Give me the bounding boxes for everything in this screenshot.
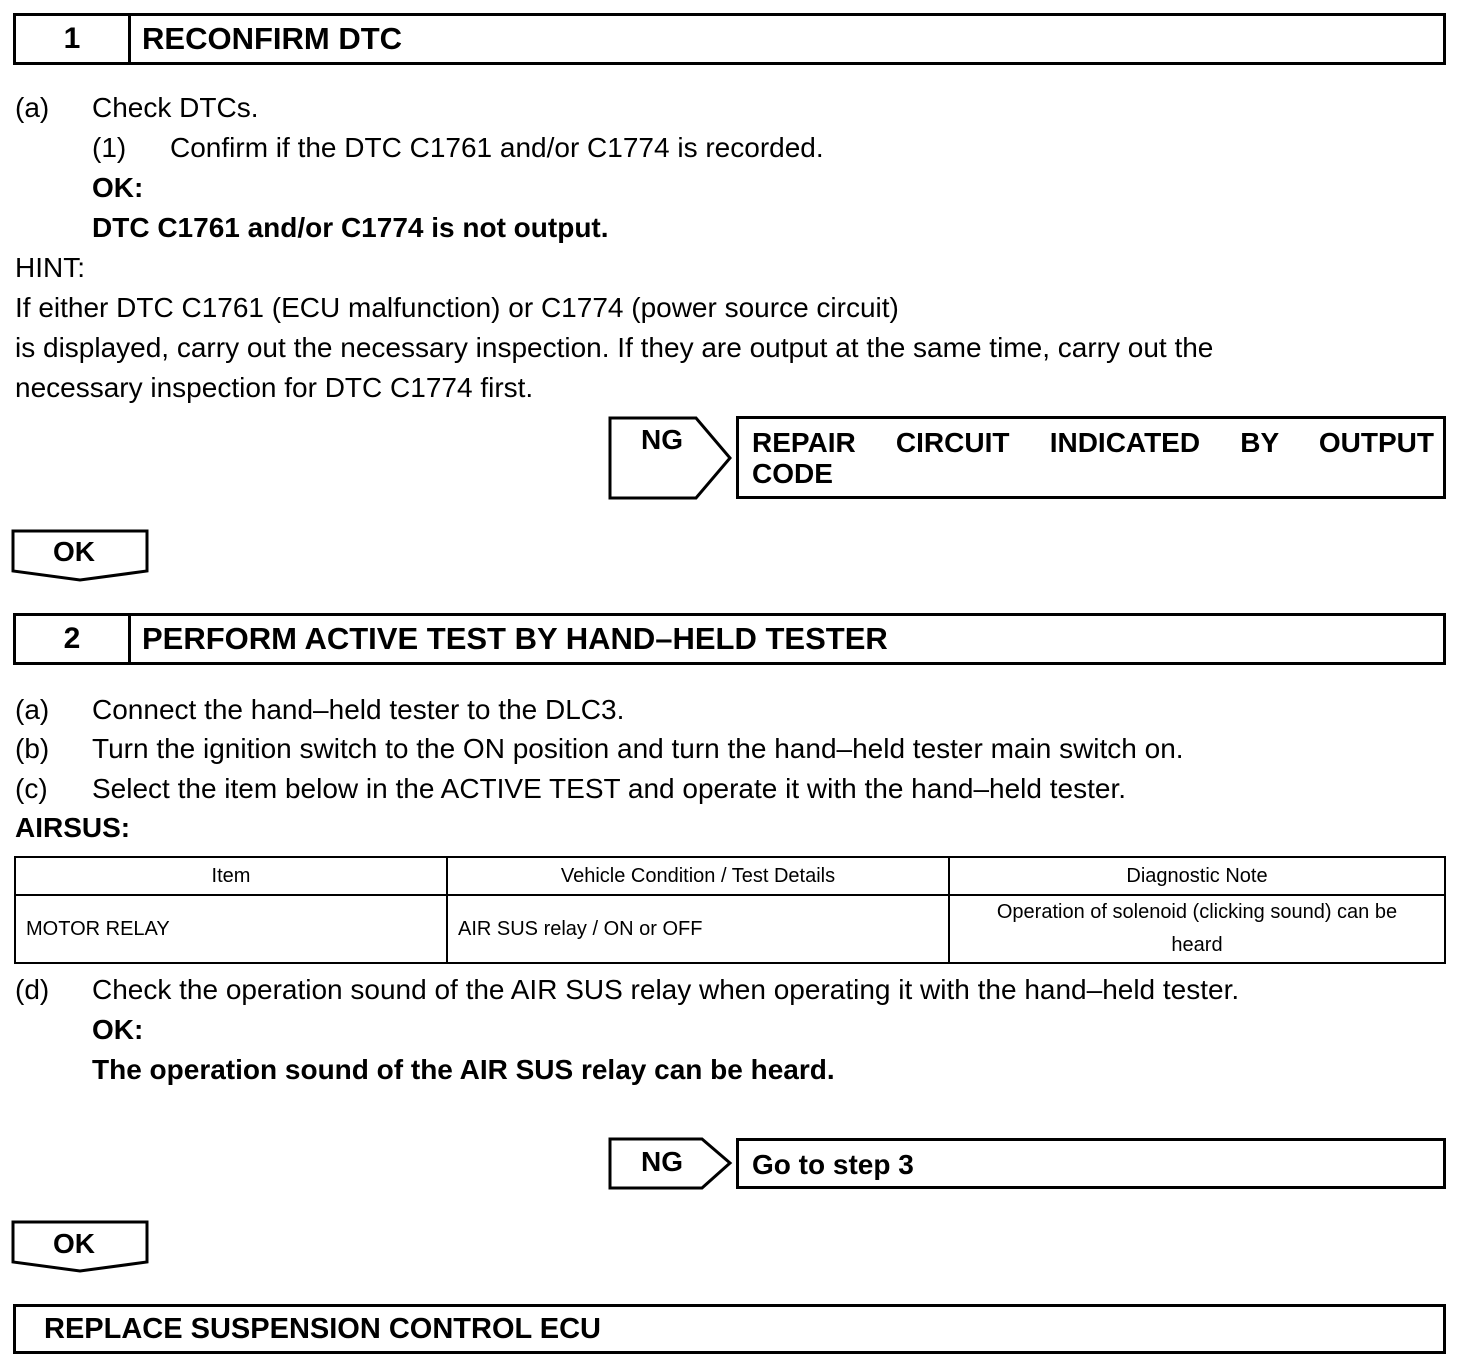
table-header-condition: Vehicle Condition / Test Details	[447, 857, 949, 895]
table-cell-note: Operation of solenoid (clicking sound) can be heard	[949, 895, 1445, 963]
step2-header	[13, 613, 1446, 665]
step1-ok-arrow-label: OK	[53, 536, 95, 567]
table-cell-item: MOTOR RELAY	[15, 895, 447, 963]
step2-ok-arrow-label: OK	[53, 1228, 95, 1259]
step1-ok-text: DTC C1761 and/or C1774 is not output.	[92, 212, 609, 243]
step1-number: 1	[16, 16, 131, 62]
table-header-row	[15, 857, 1445, 895]
step1-hint-label: HINT:	[15, 252, 85, 283]
table-header-note: Diagnostic Note	[949, 857, 1445, 895]
table-cell-condition: AIR SUS relay / ON or OFF	[447, 895, 949, 963]
step2-section-label: AIRSUS:	[15, 812, 131, 843]
step2-d-tag: (d)	[15, 974, 50, 1005]
table-header-item: Item	[15, 857, 447, 895]
step2-ok-text: The operation sound of the AIR SUS relay can be heard.	[92, 1054, 835, 1085]
step1-ng-action	[736, 416, 1446, 499]
step2-d-text: Check the operation sound of the AIR SUS relay when operating it with the hand–held tester.	[92, 974, 1240, 1005]
step1-sub1-tag: (1)	[92, 132, 127, 163]
step2-c-text: Select the item below in the ACTIVE TEST and operate it with the hand–held tester.	[92, 773, 1127, 804]
step2-ng-action	[736, 1138, 1446, 1189]
step2-title: PERFORM ACTIVE TEST BY HAND–HELD TESTER	[142, 621, 888, 656]
step1-hint-line2: is displayed, carry out the necessary inspection. If they are output at the same time, carry out the	[15, 332, 1214, 363]
step1-header	[13, 13, 1446, 65]
step2-b-tag: (b)	[15, 733, 50, 764]
step1-ok-label: OK:	[92, 172, 144, 203]
step2-b-text: Turn the ignition switch to the ON position and turn the hand–held tester main switch on.	[92, 733, 1184, 764]
step1-title: RECONFIRM DTC	[142, 21, 403, 56]
step1-sub1-text: Confirm if the DTC C1761 and/or C1774 is recorded.	[170, 132, 824, 163]
step2-number: 2	[16, 616, 131, 662]
step1-hint-line3: necessary inspection for DTC C1774 first.	[15, 372, 534, 403]
step1-ng-label: NG	[641, 424, 683, 455]
step1-a-tag: (a)	[15, 92, 50, 123]
step2-a-tag: (a)	[15, 694, 50, 725]
step2-c-tag: (c)	[15, 773, 48, 804]
step2-ok-label: OK:	[92, 1014, 144, 1045]
final-action-box	[13, 1304, 1446, 1354]
step2-a-text: Connect the hand–held tester to the DLC3.	[92, 694, 625, 725]
step2-ng-label: NG	[641, 1146, 683, 1177]
final-action-title: REPLACE SUSPENSION CONTROL ECU	[44, 1313, 601, 1345]
step1-ng-action-line1: REPAIR CIRCUIT INDICATED BY OUTPUT	[752, 427, 1434, 458]
active-test-table	[14, 856, 1446, 964]
step1-a-text: Check DTCs.	[92, 92, 259, 123]
step1-ng-action-line2: CODE	[752, 458, 833, 489]
step1-hint-line1: If either DTC C1761 (ECU malfunction) or C1774 (power source circuit)	[15, 292, 899, 323]
step2-ng-action-text: Go to step 3	[752, 1149, 914, 1180]
table-row	[15, 895, 1445, 963]
